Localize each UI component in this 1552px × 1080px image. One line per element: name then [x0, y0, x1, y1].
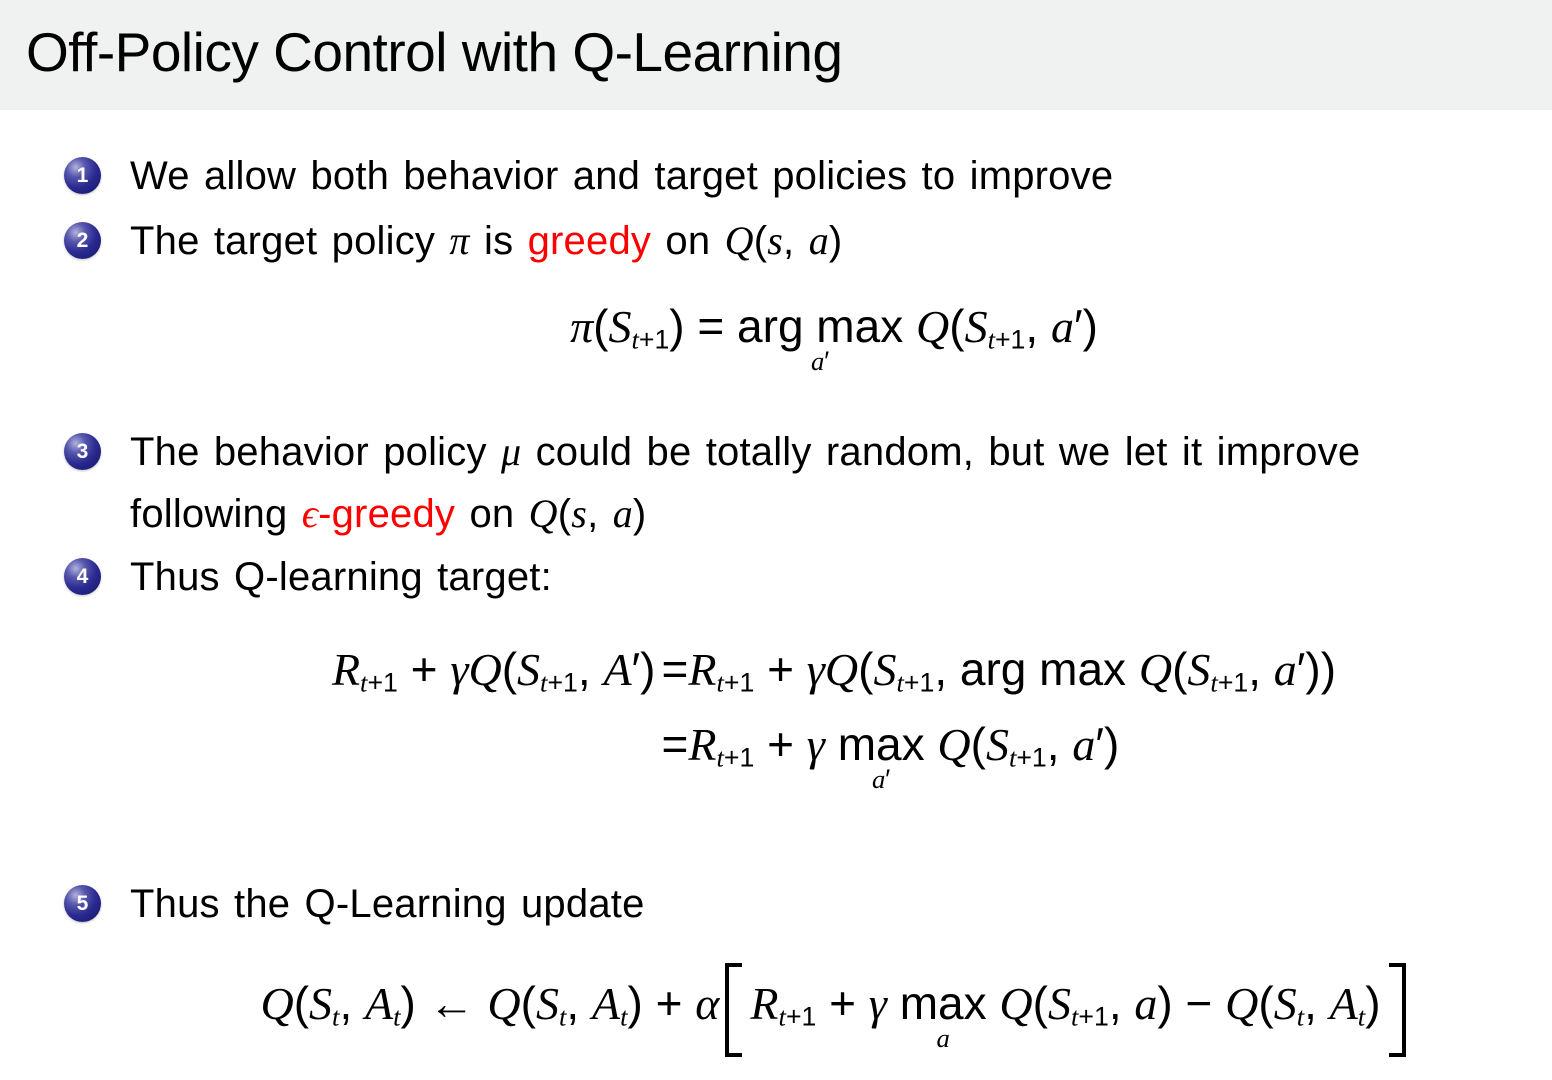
bullet-number: 3 [76, 440, 89, 463]
bullet-number: 5 [76, 892, 89, 915]
left-bracket [725, 963, 742, 1057]
bullet-text: Thus Q-learning target: [130, 555, 552, 599]
bullet-item-2 [64, 210, 1552, 272]
bullet-item-5 [64, 873, 1552, 935]
equation-pi-greedy: $\pi(S_{t+1})$ = arg max a′ $Q(S_{t+1}$, a′) [570, 300, 1098, 377]
bullet-number-badge [64, 222, 101, 259]
bullet-number-badge [64, 433, 101, 470]
equation-q-target-line2-left [332, 714, 656, 775]
right-bracket [1389, 963, 1406, 1057]
bullet-item-1 [64, 145, 1552, 207]
slide-body [0, 145, 1552, 1057]
equation-q-update: $Q(S_t$, $A_t$) ← $Q(S_t$, $A_t) + \alpha$ $R_{t+1} + \gamma$ max a $Q(S_{t+1}$, $a) - Q(S_t$, $A_t$) [58, 963, 1552, 1057]
bullet-number-badge [64, 157, 101, 194]
bullet-item-3 [64, 421, 1552, 545]
bullet-number: 2 [76, 229, 89, 252]
equation-q-target-line1-left: $R_{t+1} + \gamma Q(S_{t+1}$, A′) [331, 643, 656, 698]
title-bar [0, 0, 1552, 110]
bullet-number: 4 [76, 565, 89, 588]
bullet-item-4 [64, 546, 1552, 608]
bullet-number: 1 [76, 164, 89, 187]
equation-q-target [331, 639, 1337, 794]
bullet-number-badge [64, 885, 101, 922]
equation-q-target-line1-right: $=R_{t+1} + \gamma Q(S_{t+1}$, arg $\max Q(S_{t+1}$, a′)) [661, 643, 1337, 698]
bullet-number-badge [64, 558, 101, 595]
equation-q-target-line2-right: $=R_{t+1} + \gamma$ max a′ $Q(S_{t+1}$, a′) [661, 718, 1120, 794]
bullet-text: We allow both behavior and target policies to improve [130, 154, 1114, 198]
slide-title: Off-Policy Control with Q-Learning [26, 21, 843, 83]
bullet-text: The target policy π is greedy on Q(s, a) [130, 218, 843, 263]
bullet-text: The behavior policy μ could be totally random, but we let it improve following ϵ-greedy on Q(s, a) [130, 429, 1361, 536]
bullet-text: Thus the Q-Learning update [130, 882, 645, 926]
